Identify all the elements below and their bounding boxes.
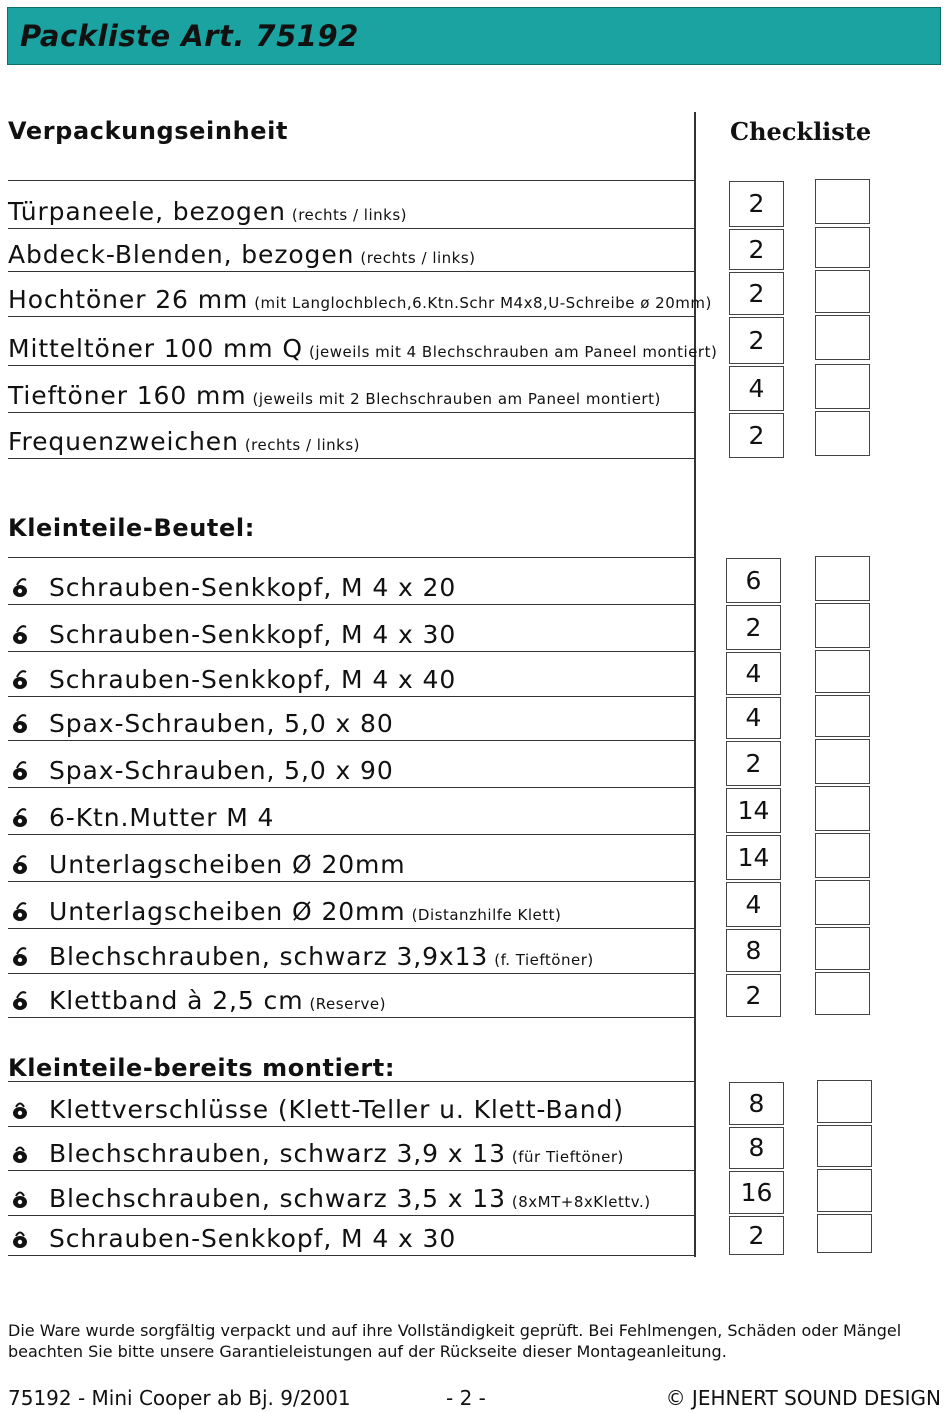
item-label: Schrauben-Senkkopf, M 4 x 20 <box>49 573 457 602</box>
item-label: Unterlagscheiben Ø 20mm <box>49 850 406 879</box>
item-label: Spax-Schrauben, 5,0 x 90 <box>49 756 394 785</box>
quantity-box <box>726 741 781 786</box>
quantity-box <box>726 788 781 833</box>
open-bag-icon <box>11 623 31 645</box>
item-note: (Distanzhilfe Klett) <box>411 906 562 924</box>
quantity-box <box>726 835 781 880</box>
header-bar <box>7 7 941 65</box>
item-label: Schrauben-Senkkopf, M 4 x 30 <box>49 620 457 649</box>
section-title-kleinteile-montiert: Kleinteile-bereits montiert: <box>8 1054 396 1082</box>
list-item <box>8 696 695 740</box>
list-item <box>8 180 695 228</box>
item-text <box>49 756 394 785</box>
checklist-checkbox[interactable] <box>815 833 870 878</box>
checklist-checkbox[interactable] <box>815 556 870 601</box>
quantity-box <box>726 605 781 650</box>
checklist-checkbox[interactable] <box>817 1214 872 1253</box>
checklist-checkbox[interactable] <box>815 179 870 224</box>
quantity-box <box>729 1216 784 1255</box>
quantity-value: 16 <box>740 1178 773 1207</box>
quantity-value: 4 <box>745 659 762 688</box>
item-label: Schrauben-Senkkopf, M 4 x 40 <box>49 665 457 694</box>
item-note: (rechts / links) <box>244 436 360 454</box>
item-label: Abdeck-Blenden, bezogen <box>8 240 355 269</box>
checklist-checkbox[interactable] <box>815 315 870 360</box>
item-label: Blechschrauben, schwarz 3,9 x 13 <box>49 1139 506 1168</box>
item-note: (rechts / links) <box>360 249 476 267</box>
quantity-box <box>726 882 781 927</box>
checklist-checkbox[interactable] <box>817 1080 872 1123</box>
list-item <box>8 1126 695 1170</box>
quantity-box <box>726 697 781 739</box>
open-bag-icon <box>11 945 31 967</box>
item-label: Klettverschlüsse (Klett-Teller u. Klett-Band) <box>49 1095 624 1124</box>
item-label: Klettband à 2,5 cm <box>49 986 304 1015</box>
open-bag-icon <box>11 806 31 828</box>
checklist-checkbox[interactable] <box>815 739 870 784</box>
quantity-value: 14 <box>737 843 770 872</box>
footer-copyright: © JEHNERT SOUND DESIGN <box>665 1386 941 1410</box>
quantity-value: 2 <box>745 613 762 642</box>
section-title-kleinteile-beutel: Kleinteile-Beutel: <box>8 514 255 542</box>
quantity-value: 8 <box>748 1089 765 1118</box>
closed-bag-icon <box>11 1187 31 1209</box>
open-bag-icon <box>11 900 31 922</box>
checklist-checkbox[interactable] <box>815 695 870 737</box>
list-item <box>8 881 695 928</box>
list-item <box>8 1170 695 1215</box>
item-text <box>49 897 561 926</box>
item-label: Schrauben-Senkkopf, M 4 x 30 <box>49 1224 457 1253</box>
open-bag-icon <box>11 853 31 875</box>
quantity-box <box>729 1127 784 1169</box>
quantity-value: 4 <box>748 374 765 403</box>
list-item <box>8 973 695 1018</box>
quantity-value: 2 <box>748 326 765 355</box>
checklist-checkbox[interactable] <box>815 227 870 268</box>
list-item <box>8 604 695 651</box>
checklist-checkbox[interactable] <box>815 650 870 693</box>
item-text <box>49 1095 624 1124</box>
quantity-box <box>729 272 784 315</box>
section-title-verpackungseinheit: Verpackungseinheit <box>8 117 289 145</box>
list-item <box>8 316 718 365</box>
quantity-value: 2 <box>745 981 762 1010</box>
item-label: Hochtöner 26 mm <box>8 285 249 314</box>
list-item <box>8 1215 695 1256</box>
list-item <box>8 271 712 316</box>
item-note: (f. Tieftöner) <box>494 951 594 969</box>
item-text <box>49 573 456 602</box>
quantity-box <box>729 1171 784 1214</box>
item-label: Blechschrauben, schwarz 3,5 x 13 <box>49 1184 506 1213</box>
checklist-checkbox[interactable] <box>815 411 870 456</box>
checklist-checkbox[interactable] <box>815 364 870 409</box>
footer-note: Die Ware wurde sorgfältig verpackt und auf ihre Vollständigkeit geprüft. Bei Fehlmengen, Schäden oder Mängel beachten Sie bitte unsere Garantieleistungen auf der Rückseite dieser Montageanleitung. <box>8 1321 902 1361</box>
footer-article: 75192 - Mini Cooper ab Bj. 9/2001 <box>8 1386 351 1410</box>
quantity-box <box>729 413 784 458</box>
item-label: Blechschrauben, schwarz 3,9x13 <box>49 942 489 971</box>
closed-bag-icon <box>11 1227 31 1249</box>
quantity-box <box>729 317 784 364</box>
closed-bag-icon <box>11 1142 31 1164</box>
item-text <box>8 197 407 226</box>
quantity-box <box>729 366 784 411</box>
checklist-checkbox[interactable] <box>815 603 870 648</box>
checklist-checkbox[interactable] <box>817 1169 872 1212</box>
item-text <box>49 709 394 738</box>
item-note: (mit Langlochblech,6.Ktn.Schr M4x8,U-Schreibe ø 20mm) <box>254 294 712 312</box>
quantity-value: 2 <box>748 1221 765 1250</box>
list-item <box>8 740 695 787</box>
checklist-checkbox[interactable] <box>815 880 870 925</box>
open-bag-icon <box>11 712 31 734</box>
item-text <box>8 427 360 456</box>
item-text <box>49 1224 456 1253</box>
item-text <box>49 942 594 971</box>
item-note: (für Tieftöner) <box>511 1148 624 1166</box>
item-note: (jeweils mit 4 Blechschrauben am Paneel montiert) <box>309 343 718 361</box>
open-bag-icon <box>11 576 31 598</box>
quantity-value: 2 <box>748 279 765 308</box>
quantity-box <box>726 652 781 695</box>
page-number: - 2 - <box>446 1386 486 1410</box>
quantity-box <box>729 181 784 227</box>
item-label: 6-Ktn.Mutter M 4 <box>49 803 275 832</box>
item-note: (jeweils mit 2 Blechschrauben am Paneel montiert) <box>252 390 661 408</box>
checklist-checkbox[interactable] <box>815 786 870 831</box>
quantity-value: 8 <box>745 936 762 965</box>
item-label: Spax-Schrauben, 5,0 x 80 <box>49 709 394 738</box>
item-text <box>49 803 274 832</box>
list-item <box>8 365 695 412</box>
item-note: (Reserve) <box>309 995 386 1013</box>
list-item <box>8 787 695 834</box>
item-label: Frequenzweichen <box>8 427 239 456</box>
item-text <box>49 986 386 1015</box>
item-label: Tieftöner 160 mm <box>8 381 247 410</box>
open-bag-icon <box>11 989 31 1011</box>
item-label: Mitteltöner 100 mm Q <box>8 334 303 363</box>
quantity-box <box>726 929 781 972</box>
item-text <box>49 850 406 879</box>
list-item <box>8 1081 695 1126</box>
list-item <box>8 412 695 459</box>
list-item <box>8 928 695 973</box>
quantity-value: 2 <box>748 421 765 450</box>
list-item <box>8 834 695 881</box>
quantity-value: 6 <box>745 566 762 595</box>
item-label: Unterlagscheiben Ø 20mm <box>49 897 406 926</box>
closed-bag-icon <box>11 1098 31 1120</box>
checklist-checkbox[interactable] <box>815 270 870 313</box>
item-text <box>49 1184 651 1213</box>
item-text <box>8 381 661 410</box>
quantity-box <box>729 1082 784 1125</box>
open-bag-icon <box>11 668 31 690</box>
checklist-title: Checkliste <box>730 117 872 146</box>
quantity-box <box>729 229 784 270</box>
item-text <box>8 285 712 314</box>
checklist-checkbox[interactable] <box>817 1125 872 1167</box>
list-item <box>8 228 695 271</box>
item-label: Türpaneele, bezogen <box>8 197 286 226</box>
quantity-value: 2 <box>748 189 765 218</box>
quantity-value: 2 <box>745 749 762 778</box>
quantity-box <box>726 974 781 1017</box>
item-text <box>49 665 456 694</box>
open-bag-icon <box>11 759 31 781</box>
quantity-value: 4 <box>745 703 762 732</box>
quantity-value: 8 <box>748 1133 765 1162</box>
list-item <box>8 651 695 696</box>
list-item <box>8 557 695 604</box>
item-text <box>49 1139 624 1168</box>
item-text <box>8 240 476 269</box>
quantity-value: 2 <box>748 235 765 264</box>
item-text <box>8 334 717 363</box>
quantity-value: 14 <box>737 796 770 825</box>
item-note: (8xMT+8xKlettv.) <box>511 1193 651 1211</box>
quantity-value: 4 <box>745 890 762 919</box>
item-text <box>49 620 456 649</box>
checklist-checkbox[interactable] <box>815 927 870 970</box>
checklist-checkbox[interactable] <box>815 972 870 1015</box>
item-note: (rechts / links) <box>291 206 407 224</box>
quantity-box <box>726 558 781 603</box>
page-title: Packliste Art. 75192 <box>20 19 359 53</box>
